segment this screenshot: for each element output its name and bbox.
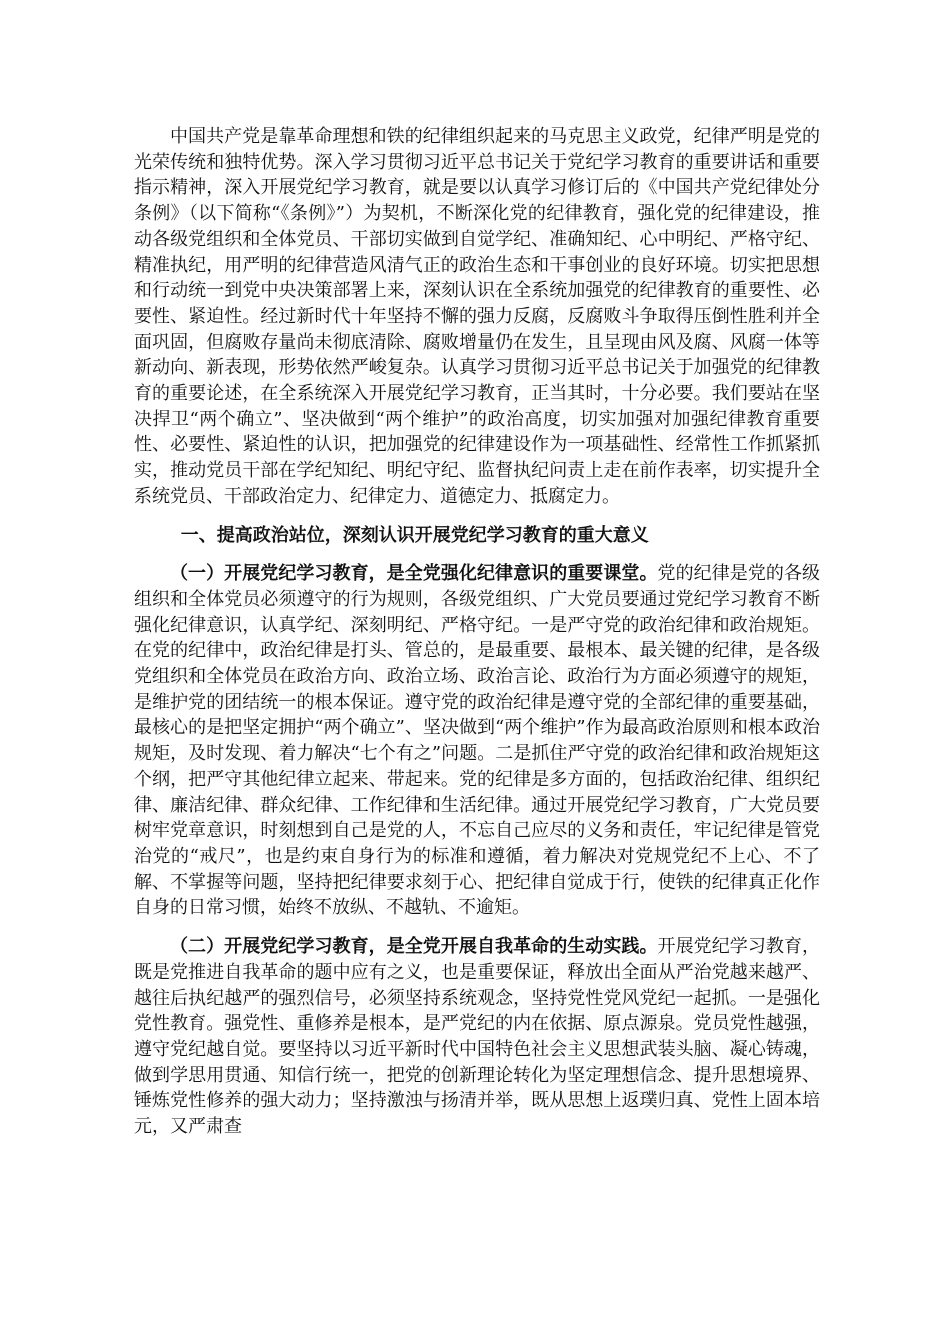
section-2-lead: （二）开展党纪学习教育，是全党开展自我革命的生动实践。: [170, 936, 658, 958]
document-body: [134, 124, 820, 1140]
section-1-lead: （一）开展党纪学习教育，是全党强化纪律意识的重要课堂。: [170, 563, 658, 585]
intro-paragraph: 中国共产党是靠革命理想和铁的纪律组织起来的马克思主义政党，纪律严明是党的光荣传统和独特优势。深入学习贯彻习近平总书记关于党纪学习教育的重要讲话和重要指示精神，深入开展党纪学习教育，就是要以认真学习修订后的《中国共产党纪律处分条例》（以下简称“《条例》”）为契机，不断深化党的纪律教育，强化党的纪律建设，推动各级党组织和全体党员、干部切实做到自觉学纪、准确知纪、心中明纪、严格守纪、精准执纪，用严明的纪律营造风清气正的政治生态和干事创业的良好环境。切实把思想和行动统一到党中央决策部署上来，深刻认识在全系统加强党的纪律教育的重要性、必要性、紧迫性。经过新时代十年坚持不懈的强力反腐，反腐败斗争取得压倒性胜利并全面巩固，但腐败存量尚未彻底清除、腐败增量仍在发生，且呈现由风及腐、风腐一体等新动向、新表现，形势依然严峻复杂。认真学习贯彻习近平总书记关于加强党的纪律教育的重要论述，在全系统深入开展党纪学习教育，正当其时，十分必要。我们要站在坚决捍卫“两个确立”、坚决做到“两个维护”的政治高度，切实加强对加强纪律教育重要性、必要性、紧迫性的认识，把加强党的纪律建设作为一项基础性、经常性工作抓紧抓实，推动党员干部在学纪知纪、明纪守纪、监督执纪问责上走在前作表率，切实提升全系统党员、干部政治定力、纪律定力、道德定力、抵腐定力。: [134, 126, 820, 507]
section-2-paragraph: [134, 934, 820, 1140]
section-1-paragraph: [134, 561, 820, 921]
section-1-body: 党的纪律是党的各级组织和全体党员必须遵守的行为规则，各级党组织、广大党员要通过党纪学习教育不断强化纪律意识，认真学纪、深刻明纪、严格守纪。一是严守党的政治纪律和政治规矩。在党的纪律中，政治纪律是打头、管总的，是最重要、最根本、最关键的纪律，是各级党组织和全体党员在政治方向、政治立场、政治言论、政治行为方面必须遵守的规矩，是维护党的团结统一的根本保证。遵守党的政治纪律是遵守党的全部纪律的重要基础，最核心的是把坚定拥护“两个确立”、坚决做到“两个维护”作为最高政治原则和根本政治规矩，及时发现、着力解决“七个有之”问题。二是抓住严守党的政治纪律和政治规矩这个纲，把严守其他纪律立起来、带起来。党的纪律是多方面的，包括政治纪律、组织纪律、廉洁纪律、群众纪律、工作纪律和生活纪律。通过开展党纪学习教育，广大党员要树牢党章意识，时刻想到自己是党的人，不忘自己应尽的义务和责任，牢记纪律是管党治党的“戒尺”，也是约束自身行为的标准和遵循，着力解决对党规党纪不上心、不了解、不掌握等问题，坚持把纪律要求刻于心、把纪律自觉成于行，使铁的纪律真正化作自身的日常习惯，始终不放纵、不越轨、不逾矩。: [134, 563, 821, 919]
section-2-body: 开展党纪学习教育，既是党推进自我革命的题中应有之义，也是重要保证，释放出全面从严治党越来越严、越往后执纪越严的强烈信号，必须坚持系统观念，坚持党性党风党纪一起抓。一是强化党性教育。强党性、重修养是根本，是严党纪的内在依据、原点源泉。党员党性越强，遵守党纪越自觉。要坚持以习近平新时代中国特色社会主义思想武装头脑、凝心铸魂，做到学思用贯通、知信行统一，把党的创新理论转化为坚定理想信念、提升思想境界、锤炼党性修养的强大动力；坚持激浊与扬清并举，既从思想上返璞归真、党性上固本培元，又严肃查: [134, 936, 821, 1138]
section-heading: 一、提高政治站位，深刻认识开展党纪学习教育的重大意义: [180, 524, 649, 546]
